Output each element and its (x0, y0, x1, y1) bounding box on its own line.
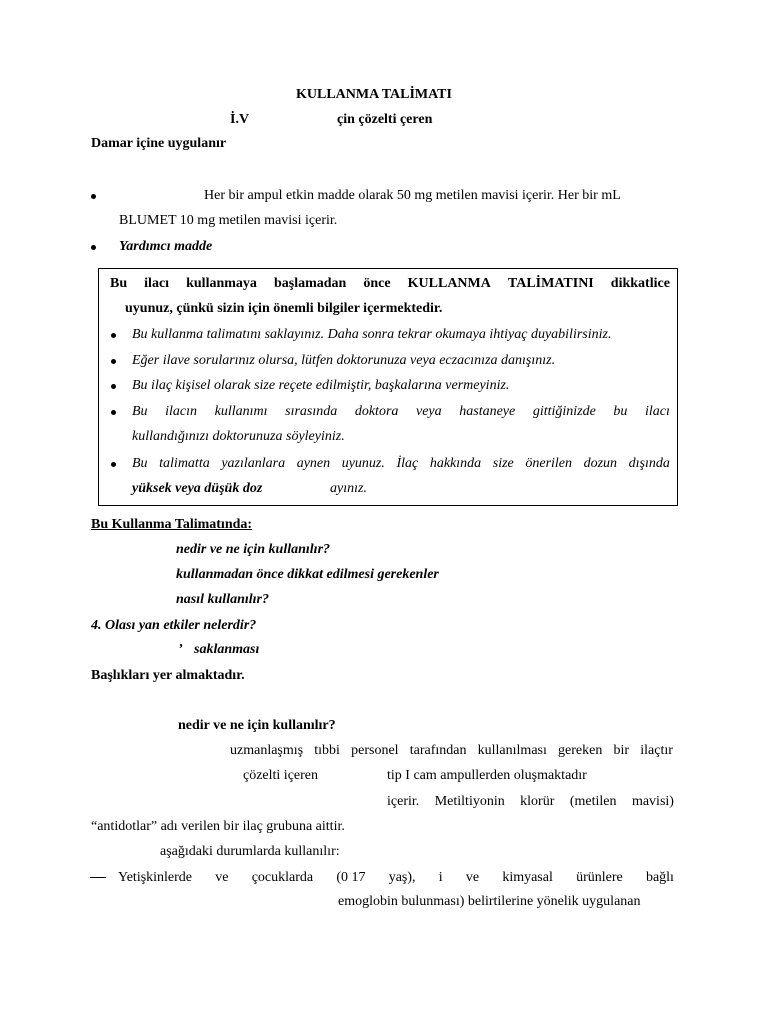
section-1-line-6-word: kimyasal (502, 870, 553, 885)
section-1-line-7: emoglobin bulunması) belirtilerine yönelik uygulanan (338, 894, 641, 909)
section-1-line-2-right: tip I cam ampullerden oluşmaktadır (387, 768, 587, 783)
warning-item-4-word: bu (613, 404, 628, 419)
warning-box-line-1-word: KULLANMA (407, 276, 491, 291)
warning-item-2: Eğer ilave sorularınız olursa, lütfen doktorunuza veya eczacınıza danışınız. (132, 353, 556, 368)
warning-item-5-word: talimatta (159, 456, 210, 471)
warning-box-line-2: uyunuz, çünkü sizin için önemli bilgiler içermektedir. (125, 301, 443, 316)
warning-item-5-word: İlaç (396, 456, 419, 471)
warning-item-4-line-2: kullandığınızı doktorunuza söyleyiniz. (132, 429, 345, 444)
toc-item-3: nasıl kullanılır? (176, 592, 269, 607)
section-1-line-6-word: çocuklarda (251, 870, 314, 885)
section-1-line-1-word: bir (613, 743, 630, 758)
section-1-line-1 (230, 742, 673, 760)
section-1-line-5: aşağıdaki durumlarda kullanılır: (160, 844, 340, 859)
section-1-line-1-word: kullanılması (477, 743, 547, 758)
subtitle-right: çin çözelti çeren (337, 112, 433, 127)
warning-item-4-word: Bu (132, 404, 148, 419)
ingredient-line-1: Her bir ampul etkin madde olarak 50 mg metilen mavisi içerir. Her bir mL (204, 188, 621, 203)
excipient-label: Yardımcı madde (119, 239, 213, 254)
toc-item-1: nedir ve ne için kullanılır? (176, 542, 331, 557)
warning-item-4-word: doktora (354, 404, 399, 419)
toc-footer: Başlıkları yer almaktadır. (91, 668, 245, 683)
bullet-icon (111, 333, 116, 338)
warning-item-5-word: dozun (583, 456, 618, 471)
bullet-icon (111, 462, 116, 467)
section-1-line-3-word: (metilen (569, 794, 617, 809)
section-1-heading: nedir ve ne için kullanılır? (178, 718, 336, 733)
warning-box-line-1-word: başlamadan (273, 276, 347, 291)
warning-item-4-word: hastaneye (459, 404, 516, 419)
route-of-administration: Damar içine uygulanır (91, 136, 227, 151)
section-1-line-3-word: Metiltiyonin (434, 794, 505, 809)
warning-item-5-end: ayınız. (330, 481, 367, 496)
warning-box-line-1-word: Bu (110, 276, 128, 291)
warning-item-3: Bu ilaç kişisel olarak size reçete edilmiştir, başkalarına vermeyiniz. (132, 378, 510, 393)
ingredient-line-2: BLUMET 10 mg metilen mavisi içerir. (119, 213, 338, 228)
section-1-line-6-word: ve (215, 870, 229, 885)
toc-item-4: 4. Olası yan etkiler nelerdir? (91, 618, 257, 633)
warning-item-4-word: ilacı (645, 404, 670, 419)
warning-box-line-1-word: ilacı (144, 276, 170, 291)
dash-marker (90, 877, 106, 878)
section-1-line-3 (387, 793, 674, 811)
warning-box-line-1-word: kullanmaya (186, 276, 257, 291)
warning-box-line-1 (110, 275, 670, 293)
section-1-line-6-word: bağlı (645, 870, 674, 885)
warning-item-4-word: gittiğinizde (532, 404, 596, 419)
warning-item-5-word: Bu (132, 456, 148, 471)
section-1-line-1-word: tarafından (409, 743, 467, 758)
warning-item-5-bold: yüksek veya düşük doz (132, 481, 263, 496)
section-1-line-1-word: gereken (558, 743, 603, 758)
bullet-icon (111, 384, 116, 389)
toc-item-5-mark: ’ (178, 642, 183, 657)
warning-item-5-word: aynen (296, 456, 331, 471)
warning-item-5-word: uyunuz. (341, 456, 385, 471)
section-1-line-2-left: çözelti içeren (243, 768, 319, 783)
section-1-line-4: “antidotlar” adı verilen bir ilaç grubuna aittir. (91, 819, 345, 834)
warning-item-5-word: hakkında (429, 456, 482, 471)
section-1-line-1-word: personel (351, 743, 399, 758)
warning-item-5-word: dışında (628, 456, 670, 471)
warning-box-line-1-word: dikkatlice (610, 276, 670, 291)
warning-item-5-line-1 (132, 455, 670, 473)
bullet-icon (111, 359, 116, 364)
section-1-line-6-word: yaş), (388, 870, 416, 885)
document-title: KULLANMA TALİMATI (296, 87, 452, 102)
section-1-line-6-word: i (438, 870, 443, 885)
section-1-line-6-word: (0 17 (336, 870, 366, 885)
section-1-line-3-word: mavisi) (631, 794, 674, 809)
warning-box-line-1-word: önce (363, 276, 391, 291)
toc-item-5: saklanması (194, 642, 260, 657)
warning-item-4-word: ilacın (165, 404, 198, 419)
section-1-line-1-word: tıbbi (314, 743, 340, 758)
warning-item-4-word: veya (416, 404, 442, 419)
bullet-icon (91, 245, 96, 250)
section-1-line-6 (118, 869, 674, 887)
warning-item-5-word: yazılanlara (221, 456, 286, 471)
warning-item-1: Bu kullanma talimatını saklayınız. Daha sonra tekrar okumaya ihtiyaç duyabilirsiniz. (132, 327, 612, 342)
warning-item-4-line-1 (132, 403, 670, 421)
warning-item-5-word: size (492, 456, 514, 471)
section-1-line-3-word: içerir. (387, 794, 420, 809)
subtitle-left: İ.V (230, 112, 250, 127)
warning-item-4-word: sırasında (285, 404, 338, 419)
toc-heading: Bu Kullanma Talimatında: (91, 517, 253, 532)
warning-item-4-word: kullanımı (214, 404, 268, 419)
section-1-line-3-word: klorür (520, 794, 555, 809)
warning-box-line-1-word: TALİMATINI (507, 276, 594, 291)
section-1-line-6-word: Yetişkinlerde (118, 870, 193, 885)
bullet-icon (111, 410, 116, 415)
section-1-line-1-word: ilaçtır (640, 743, 673, 758)
section-1-line-6-word: ve (465, 870, 480, 885)
bullet-icon (91, 194, 96, 199)
section-1-line-6-word: ürünlere (576, 870, 623, 885)
toc-item-2: kullanmadan önce dikkat edilmesi gerekenler (176, 567, 439, 582)
warning-item-5-word: önerilen (525, 456, 573, 471)
section-1-line-1-word: uzmanlaşmış (230, 743, 304, 758)
